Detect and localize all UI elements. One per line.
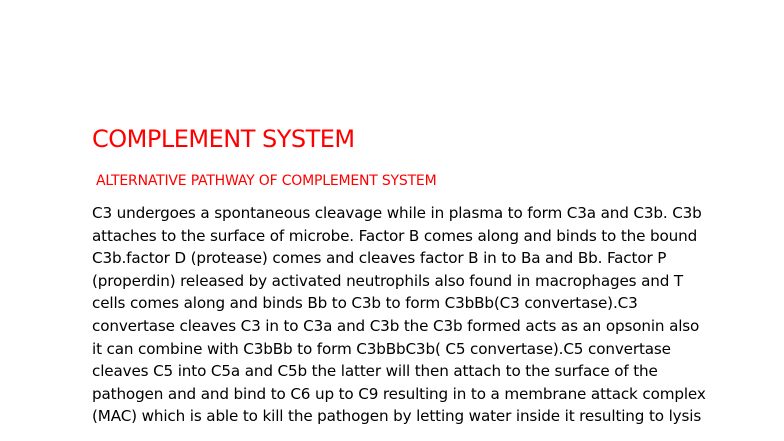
body-line: pathogen and and bind to C6 up to C9 resulting in to a membrane attack complex — [92, 384, 706, 403]
slide-subtitle: ALTERNATIVE PATHWAY OF COMPLEMENT SYSTEM — [96, 173, 437, 189]
body-line: (MAC) which is able to kill the pathogen by letting water inside it resulting to lysis — [92, 407, 702, 426]
body-line: it can combine with C3bBb to form C3bBbC3b( C5 convertase).C5 convertase — [92, 339, 671, 358]
body-line: (properdin) released by activated neutrophils also found in macrophages and T — [92, 271, 684, 290]
slide-title: COMPLEMENT SYSTEM — [92, 125, 355, 153]
body-line: cells comes along and binds Bb to C3b to form C3bBb(C3 convertase).C3 — [92, 294, 638, 313]
body-line: C3 undergoes a spontaneous cleavage while in plasma to form C3a and C3b. C3b — [92, 204, 702, 222]
body-text — [92, 202, 706, 428]
body-line: convertase cleaves C3 in to C3a and C3b the C3b formed acts as an opsonin also — [92, 316, 700, 335]
body-line: cleaves C5 into C5a and C5b the latter will then attach to the surface of the — [92, 362, 658, 381]
body-line: C3b.factor D (protease) comes and cleaves factor B in to Ba and Bb. Factor P — [92, 249, 667, 268]
body-line: attaches to the surface of microbe. Factor B comes along and binds to the bound — [92, 226, 698, 245]
